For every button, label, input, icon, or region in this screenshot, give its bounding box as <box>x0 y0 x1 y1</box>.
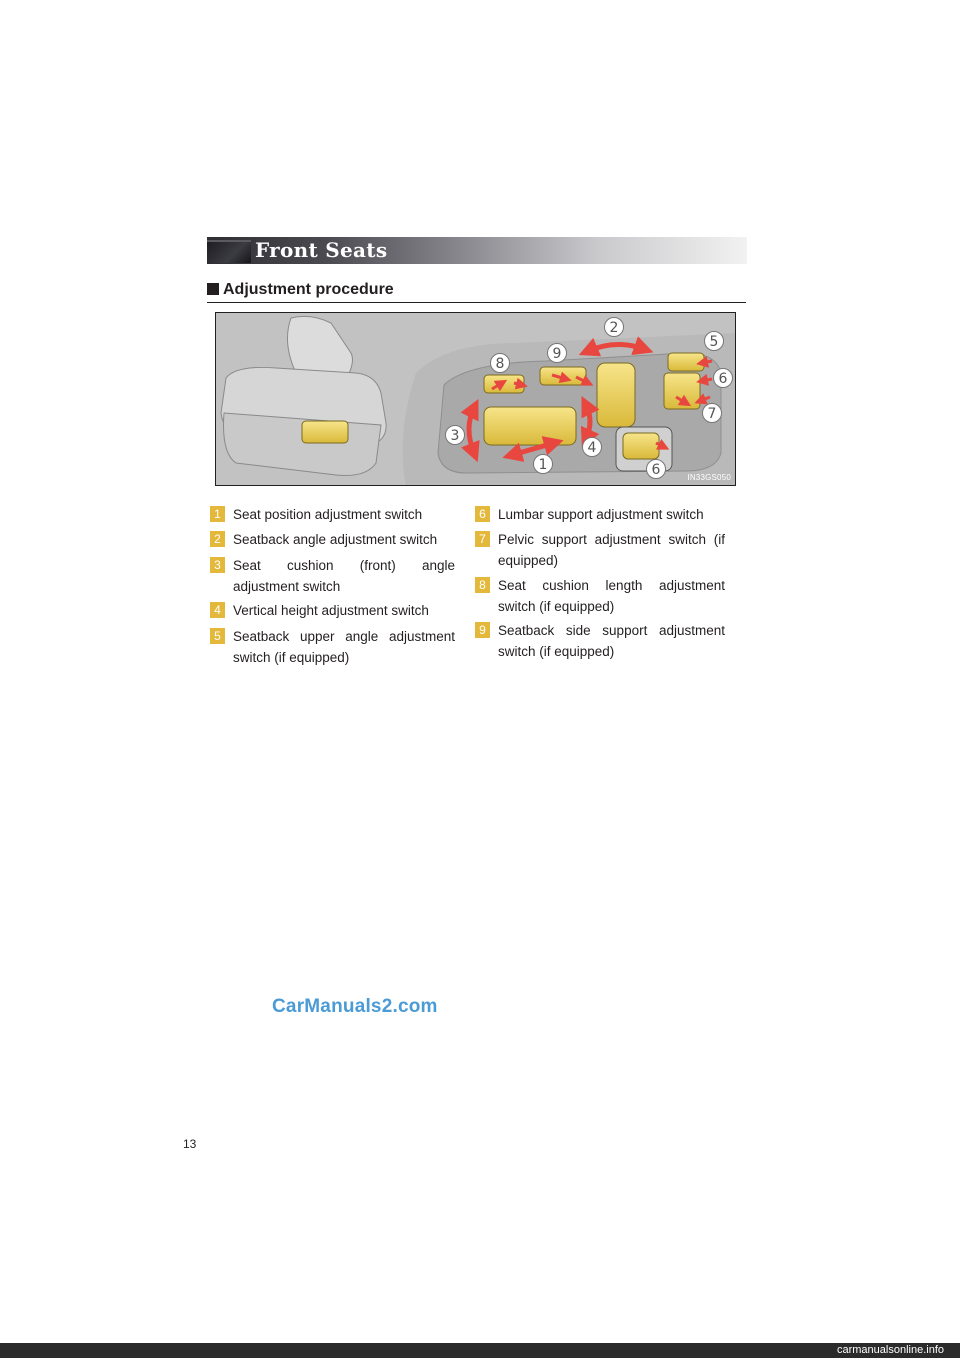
callout-1 <box>534 455 553 474</box>
legend-text: Seatback side support adjustment switch (if equipped) <box>498 623 725 659</box>
svg-text:2: 2 <box>609 320 619 336</box>
callout-8 <box>491 354 510 373</box>
legend-number-badge: 5 <box>210 628 225 644</box>
square-bullet-icon <box>207 283 219 295</box>
legend-number-badge: 8 <box>475 577 490 593</box>
legend-text: Seatback angle adjustment switch <box>233 532 438 547</box>
callout-4 <box>583 438 602 457</box>
legend-text: Seat cushion length adjustment switch (if equipped) <box>498 578 725 614</box>
page-title: Front Seats <box>255 238 388 262</box>
svg-text:7: 7 <box>707 406 717 422</box>
legend-text: Seat position adjustment switch <box>233 507 423 522</box>
legend-text: Lumbar support adjustment switch <box>498 507 704 522</box>
callout-9 <box>548 344 567 363</box>
legend-number-badge: 1 <box>210 506 225 522</box>
callout-2 <box>605 318 624 337</box>
legend-item <box>479 620 725 662</box>
page-number: 13 <box>183 1137 197 1151</box>
legend-item <box>214 626 455 668</box>
title-bar <box>207 237 747 264</box>
svg-text:6: 6 <box>718 371 728 387</box>
callout-5 <box>705 332 724 351</box>
legend-item <box>479 504 725 525</box>
watermark-link[interactable]: CarManuals2.com <box>272 996 438 1017</box>
legend-text: Seat cushion (front) angle adjustment switch <box>233 558 455 594</box>
svg-text:5: 5 <box>709 334 719 350</box>
legend-number-badge: 6 <box>475 506 490 522</box>
callout-7 <box>703 404 722 423</box>
legend-item <box>479 575 725 617</box>
svg-text:1: 1 <box>538 457 548 473</box>
svg-text:9: 9 <box>552 346 562 362</box>
legend-text: Pelvic support adjustment switch (if equipped) <box>498 532 725 568</box>
title-chip <box>207 240 251 263</box>
section-heading-text: Adjustment procedure <box>223 281 394 298</box>
callout-3 <box>446 426 465 445</box>
legend-item <box>214 555 455 597</box>
svg-text:6: 6 <box>651 462 661 478</box>
svg-text:3: 3 <box>450 428 460 444</box>
seat-switches-figure <box>215 312 736 486</box>
seat-switches-illustration <box>216 313 736 486</box>
legend-text: Seatback upper angle adjustment switch (if equipped) <box>233 629 455 665</box>
footer-link[interactable]: carmanualsonline.info <box>836 1344 944 1356</box>
legend-number-badge: 9 <box>475 622 490 638</box>
svg-text:4: 4 <box>587 440 597 456</box>
legend-number-badge: 7 <box>475 531 490 547</box>
callout-6 <box>714 369 733 388</box>
legend-text: Vertical height adjustment switch <box>233 603 429 618</box>
legend-item <box>214 504 455 525</box>
section-heading <box>207 280 746 303</box>
legend-number-badge: 3 <box>210 557 225 573</box>
svg-text:8: 8 <box>495 356 505 372</box>
legend-item <box>214 529 455 550</box>
legend-item <box>479 529 725 571</box>
legend-number-badge: 4 <box>210 602 225 618</box>
legend-number-badge: 2 <box>210 531 225 547</box>
figure-code: IN33GS050 <box>687 473 731 482</box>
footer-bar <box>0 1343 960 1358</box>
callout-6-inset <box>647 460 666 479</box>
legend-item <box>214 600 455 621</box>
